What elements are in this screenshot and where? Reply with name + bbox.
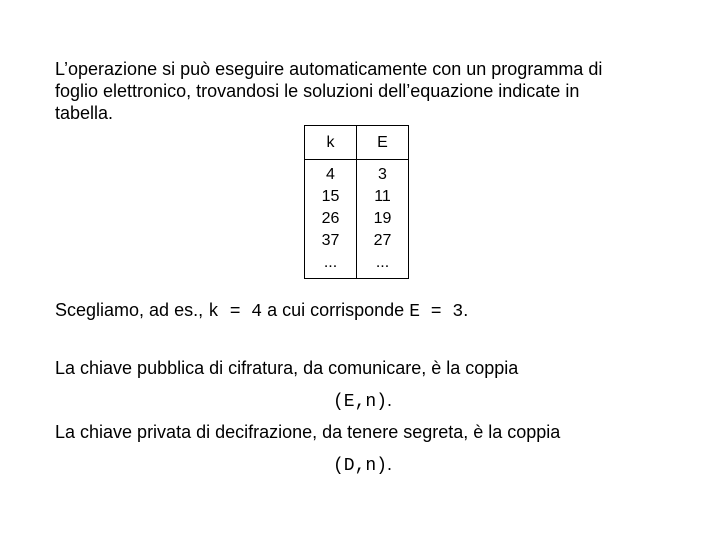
k-expression: k = 4 (208, 302, 263, 322)
e-value: ... (375, 254, 390, 271)
intro-paragraph (55, 58, 675, 124)
choice-sentence (55, 300, 468, 322)
intro-line-1: L’operazione si può eseguire automaticamente con un programma di (55, 59, 603, 79)
table-row (305, 160, 409, 279)
public-key-pair: (E,n) (333, 392, 388, 412)
intro-line-2: foglio elettronico, trovandosi le soluzioni dell’equazione indicate in (55, 81, 580, 101)
choice-prefix: Scegliamo, ad es., (55, 300, 209, 320)
private-key-pair: (D,n) (333, 456, 388, 476)
header-e: E (357, 126, 409, 160)
k-value: 4 (326, 166, 335, 183)
header-k: k (305, 126, 357, 160)
k-values-cell (305, 160, 357, 279)
table-header-row (305, 126, 409, 160)
e-expression: E = 3 (409, 302, 464, 322)
e-values-cell (357, 160, 409, 279)
k-value: ... (323, 254, 338, 271)
e-value: 27 (373, 232, 392, 249)
e-value: 19 (373, 210, 392, 227)
private-key-sentence: La chiave privata di decifrazione, da tenere segreta, è la coppia (55, 422, 561, 442)
intro-line-3: tabella. (55, 103, 114, 123)
k-value: 26 (321, 210, 340, 227)
public-key-sentence: La chiave pubblica di cifratura, da comunicare, è la coppia (55, 358, 519, 378)
k-value: 15 (321, 188, 340, 205)
e-value: 3 (378, 166, 387, 183)
private-key-end: . (387, 454, 393, 474)
choice-suffix: . (463, 300, 469, 320)
solutions-table (304, 125, 409, 279)
k-value: 37 (321, 232, 340, 249)
choice-middle: a cui corrisponde (262, 300, 410, 320)
e-value: 11 (374, 188, 391, 205)
public-key-pair-line (333, 390, 392, 412)
public-key-end: . (387, 390, 393, 410)
private-key-pair-line (333, 454, 392, 476)
